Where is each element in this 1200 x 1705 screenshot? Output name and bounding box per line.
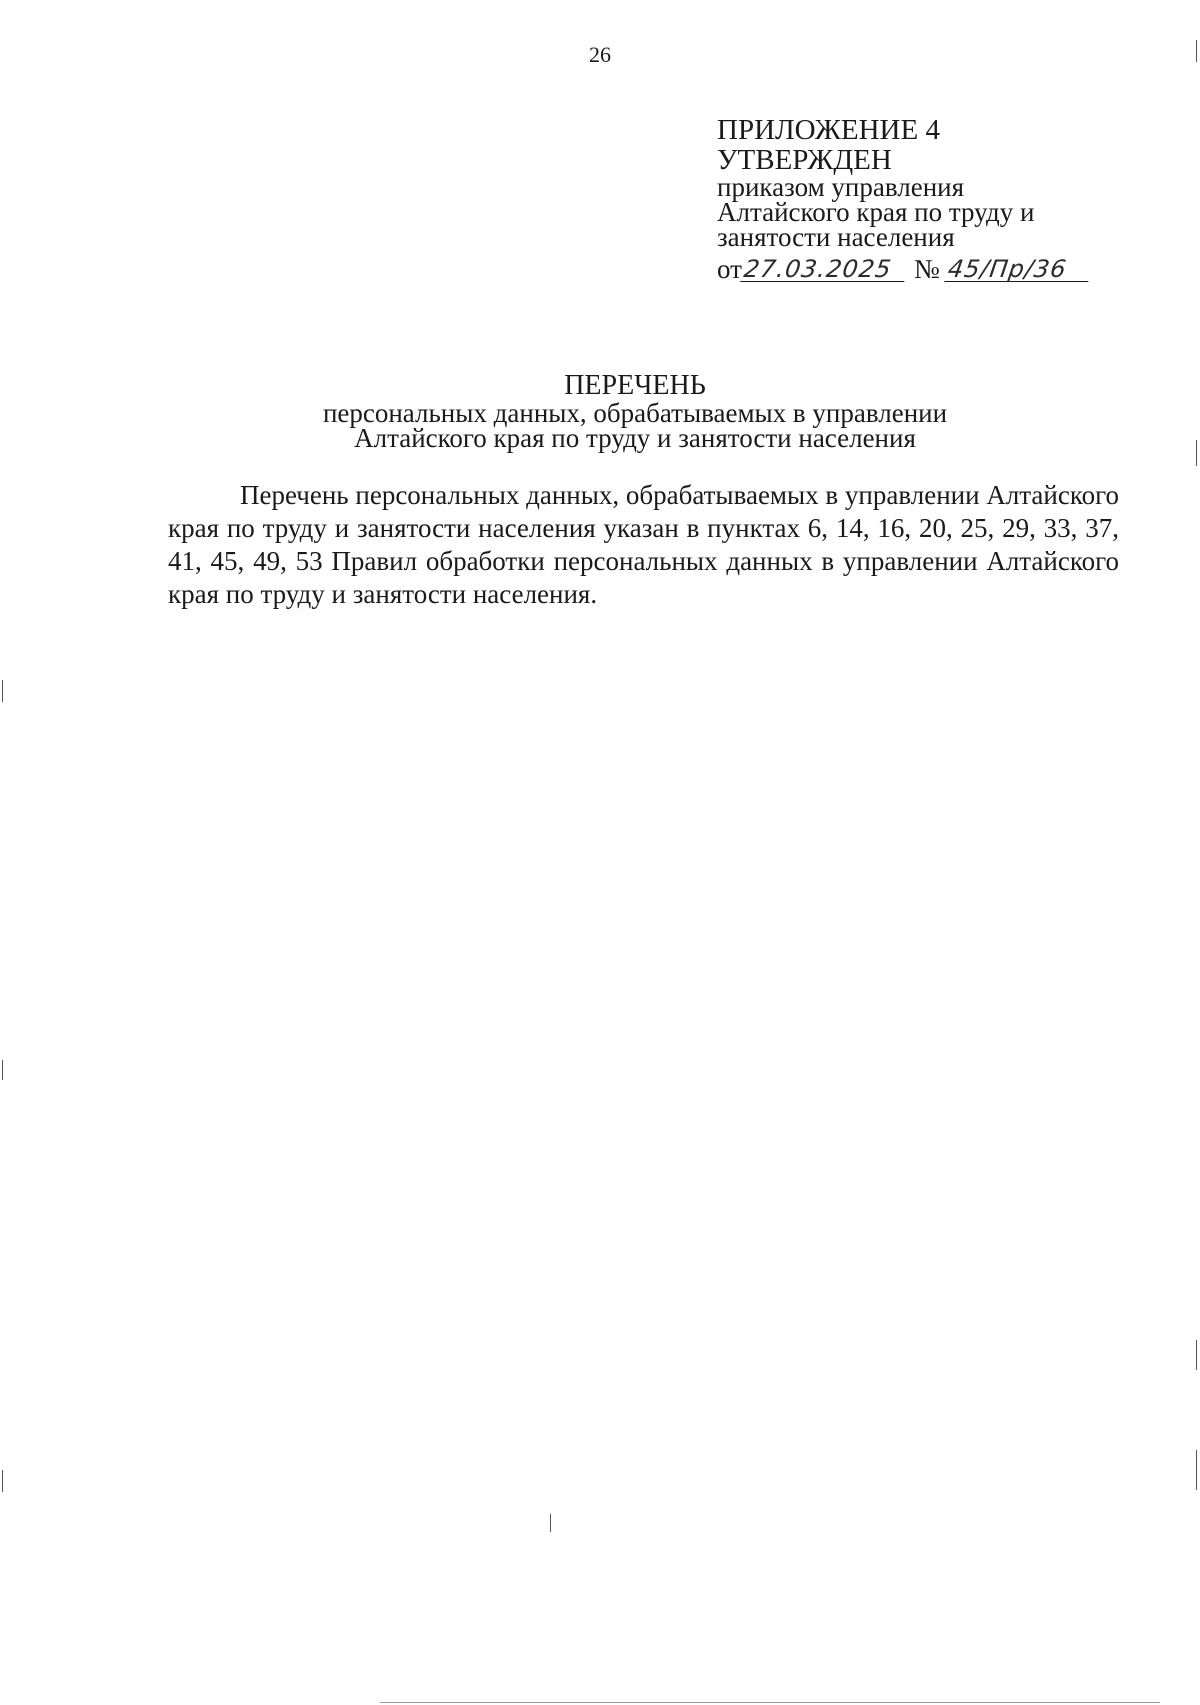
handwritten-order-number: 45/Пр/36	[944, 257, 1092, 282]
number-prefix: №	[913, 254, 940, 284]
scan-artifact-mark	[2, 1470, 3, 1492]
document-subtitle-line-1: персональных данных, обрабатываемых в управлении	[322, 398, 948, 428]
approved-label: УТВЕРЖДЕН	[717, 144, 892, 176]
scan-artifact-mark	[2, 680, 3, 702]
approval-line-1: приказом управления	[717, 172, 965, 202]
scan-artifact-mark	[550, 1514, 551, 1532]
approval-line-2: Алтайского края по труду и	[717, 197, 1035, 227]
approval-line-3: занятости населения	[717, 222, 955, 252]
page-number: 26	[589, 42, 611, 67]
handwritten-order-date: 27.03.2025	[740, 257, 908, 282]
appendix-label: ПРИЛОЖЕНИЕ 4	[717, 114, 940, 146]
document-title-block	[0, 371, 1200, 451]
scan-artifact-mark	[1196, 1450, 1197, 1490]
scan-artifact-mark	[2, 1060, 3, 1080]
order-date-number-line	[717, 250, 1137, 282]
date-prefix: от	[717, 254, 742, 284]
body-paragraph: Перечень персональных данных, обрабатываемых в управлении Алтайского края по труду и занятости населения указан в пунктах 6, 14, 16, 20, 25, 29, 33, 37, 41, 45, 49, 53 Правил обработки персональных данных в управлении Алтайского края по труду и занятости населения.	[168, 480, 1119, 609]
scan-artifact-mark	[380, 1702, 1160, 1703]
document-title: ПЕРЕЧЕНЬ	[564, 370, 706, 401]
document-subtitle-line-2: Алтайского края по труду и занятости населения	[354, 423, 916, 453]
approval-stamp-block	[717, 115, 1137, 282]
scan-artifact-mark	[1196, 440, 1197, 466]
scan-artifact-mark	[1196, 40, 1197, 62]
scan-artifact-mark	[1196, 1340, 1197, 1370]
